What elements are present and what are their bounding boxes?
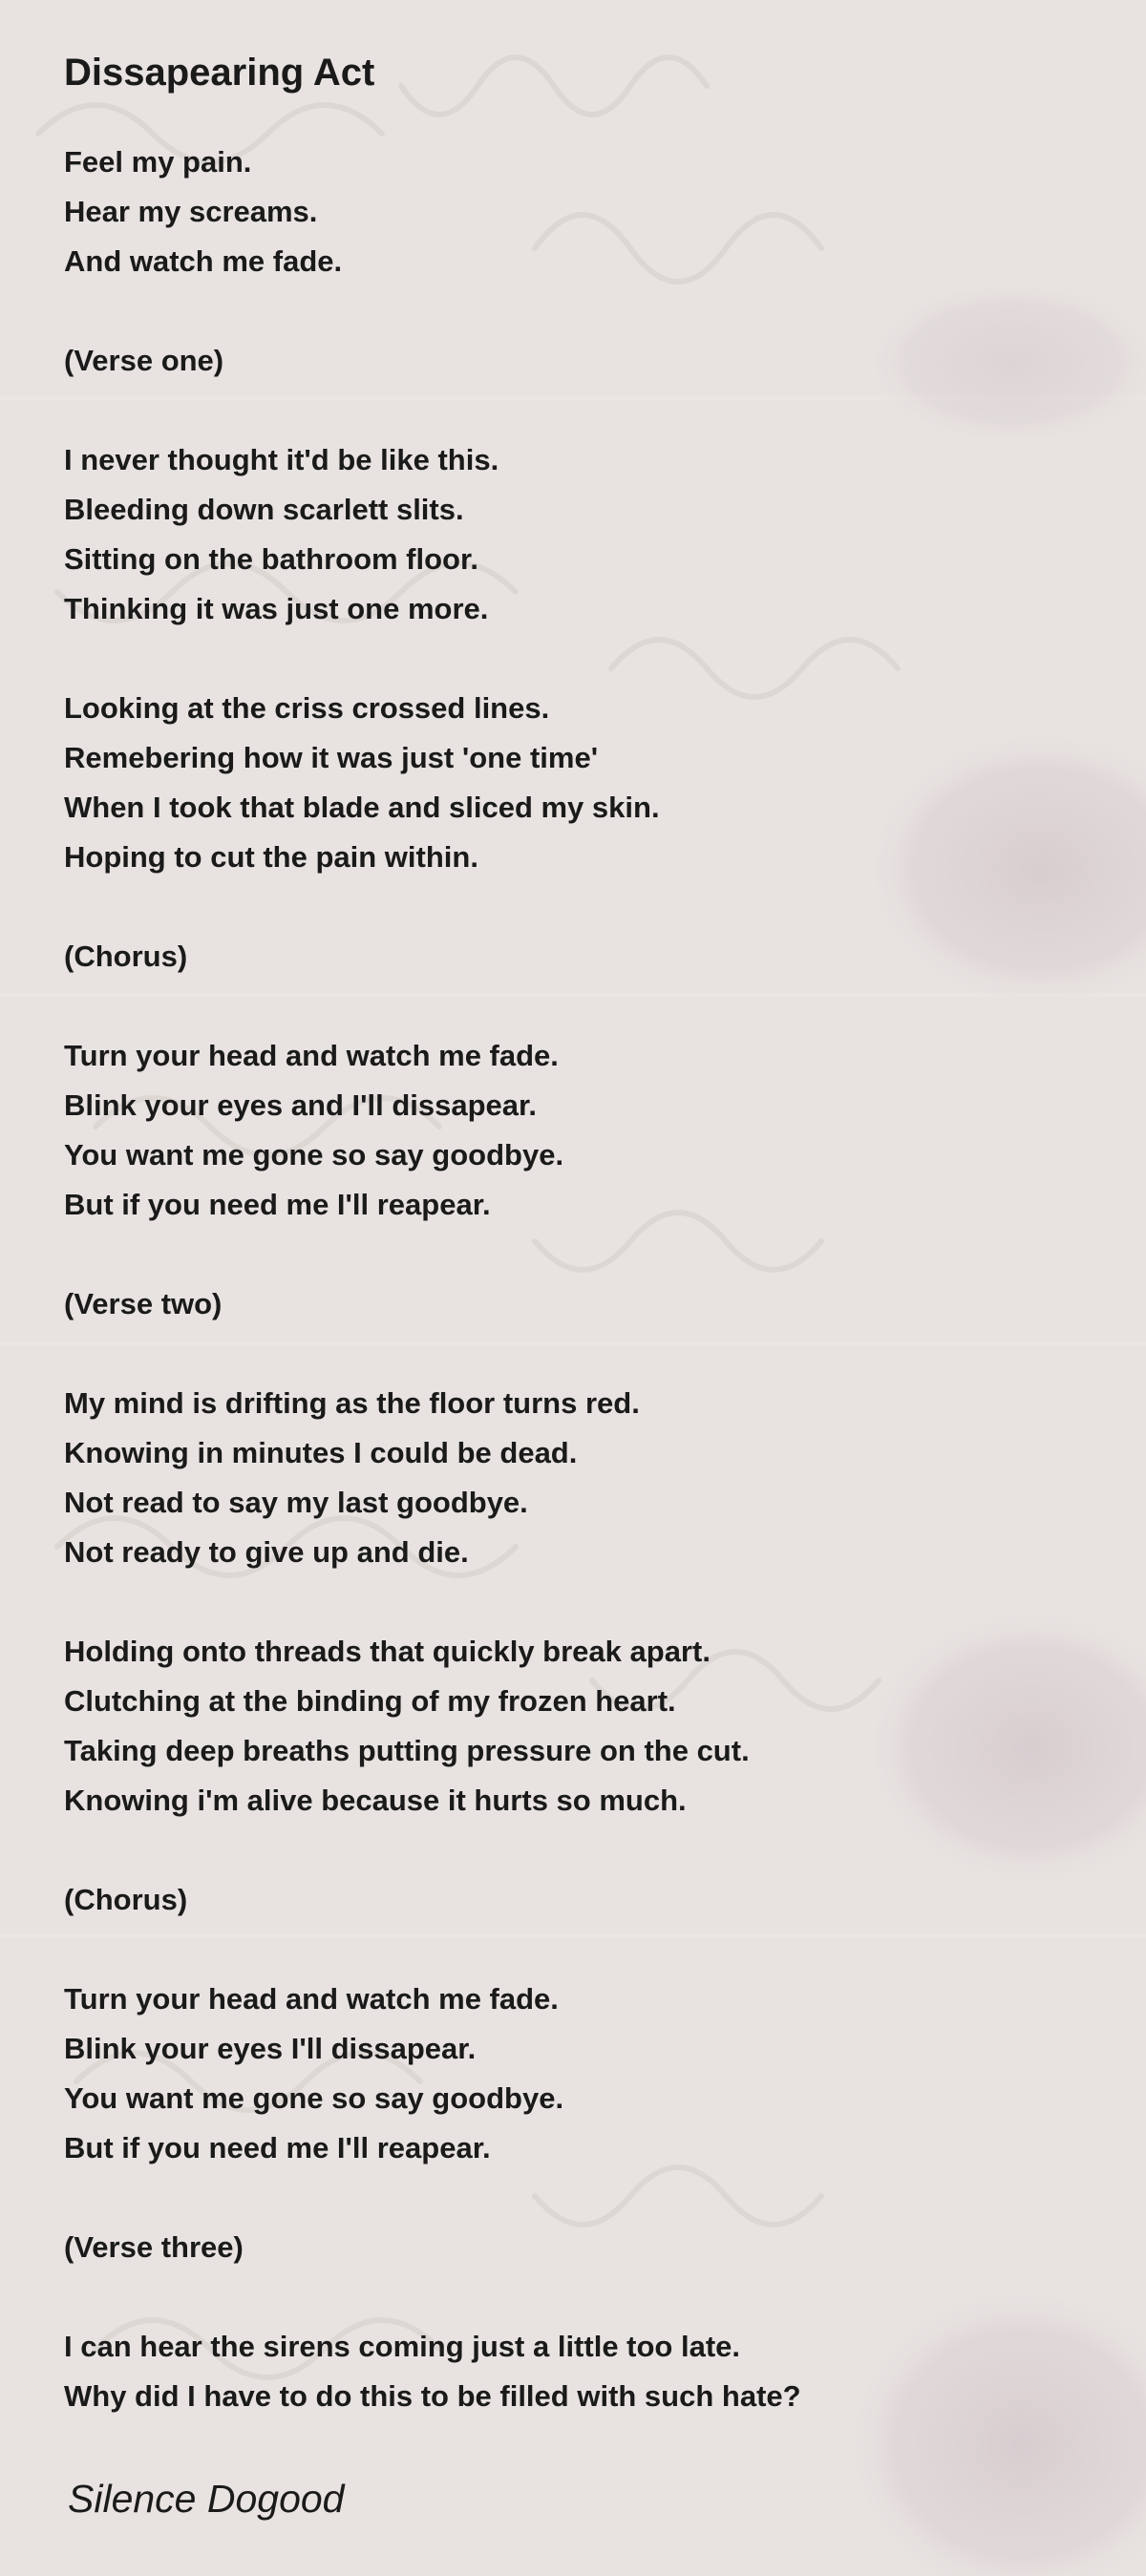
poem-line: Turn your head and watch me fade. [64, 1039, 559, 1072]
stanza-break [64, 2272, 1114, 2322]
poem-line: Blink your eyes and I'll dissapear. [64, 1088, 537, 1122]
poem-line: Blink your eyes I'll dissapear. [64, 2032, 477, 2065]
stanza-break [64, 982, 1114, 1031]
stanza-break [64, 1826, 1114, 1875]
poem-line: (Verse two) [64, 1287, 223, 1320]
poem-line: Bleeding down scarlett slits. [64, 493, 464, 526]
poem-line: Hear my screams. [64, 195, 318, 228]
poem-title: Dissapearing Act [64, 52, 375, 94]
poem-line: Sitting on the bathroom floor. [64, 542, 478, 576]
stanza-break [64, 386, 1114, 435]
poem-line: You want me gone so say goodbye. [64, 2081, 564, 2115]
poem-line: Holding onto threads that quickly break apart. [64, 1635, 711, 1668]
stanza-break [64, 286, 1114, 336]
stanza-break [64, 634, 1114, 684]
poem-line: And watch me fade. [64, 244, 343, 278]
poem-line: Looking at the criss crossed lines. [64, 691, 550, 725]
stanza-break [64, 1925, 1114, 1974]
poem-line: When I took that blade and sliced my skin. [64, 791, 660, 824]
poem-line: Not read to say my last goodbye. [64, 1486, 528, 1519]
poem-line: Knowing i'm alive because it hurts so much. [64, 1784, 687, 1817]
stanza-break [64, 882, 1114, 932]
stanza-break [64, 1577, 1114, 1627]
stanza-break [64, 1329, 1114, 1379]
poem-author: Silence Dogood [68, 2477, 345, 2521]
poem-line: My mind is drifting as the floor turns red. [64, 1386, 640, 1420]
poem-line: Taking deep breaths putting pressure on the cut. [64, 1734, 750, 1767]
poem-line: Why did I have to do this to be filled with such hate? [64, 2379, 801, 2413]
stanza-break [64, 2173, 1114, 2223]
poem-line: (Chorus) [64, 1883, 188, 1916]
poem-line: (Verse one) [64, 344, 224, 377]
poem-line: Clutching at the binding of my frozen heart. [64, 1684, 676, 1718]
poem-line: Hoping to cut the pain within. [64, 840, 478, 874]
poem-line: (Verse three) [64, 2230, 244, 2264]
poem-line: Turn your head and watch me fade. [64, 1982, 559, 2016]
poem-line: Not ready to give up and die. [64, 1535, 469, 1569]
poem-line: I never thought it'd be like this. [64, 443, 499, 476]
poem-line: Feel my pain. [64, 145, 252, 179]
poem-line: (Chorus) [64, 940, 188, 973]
poem-line: But if you need me I'll reapear. [64, 2131, 491, 2164]
stanza-break [64, 1230, 1114, 1279]
poem-body [64, 137, 1114, 2421]
poem-line: You want me gone so say goodbye. [64, 1138, 564, 1172]
poem-line: I can hear the sirens coming just a little too late. [64, 2330, 741, 2363]
poem-line: But if you need me I'll reapear. [64, 1188, 491, 1221]
poem-line: Knowing in minutes I could be dead. [64, 1436, 578, 1469]
poem-line: Thinking it was just one more. [64, 592, 489, 625]
poem-line: Remebering how it was just 'one time' [64, 741, 599, 774]
